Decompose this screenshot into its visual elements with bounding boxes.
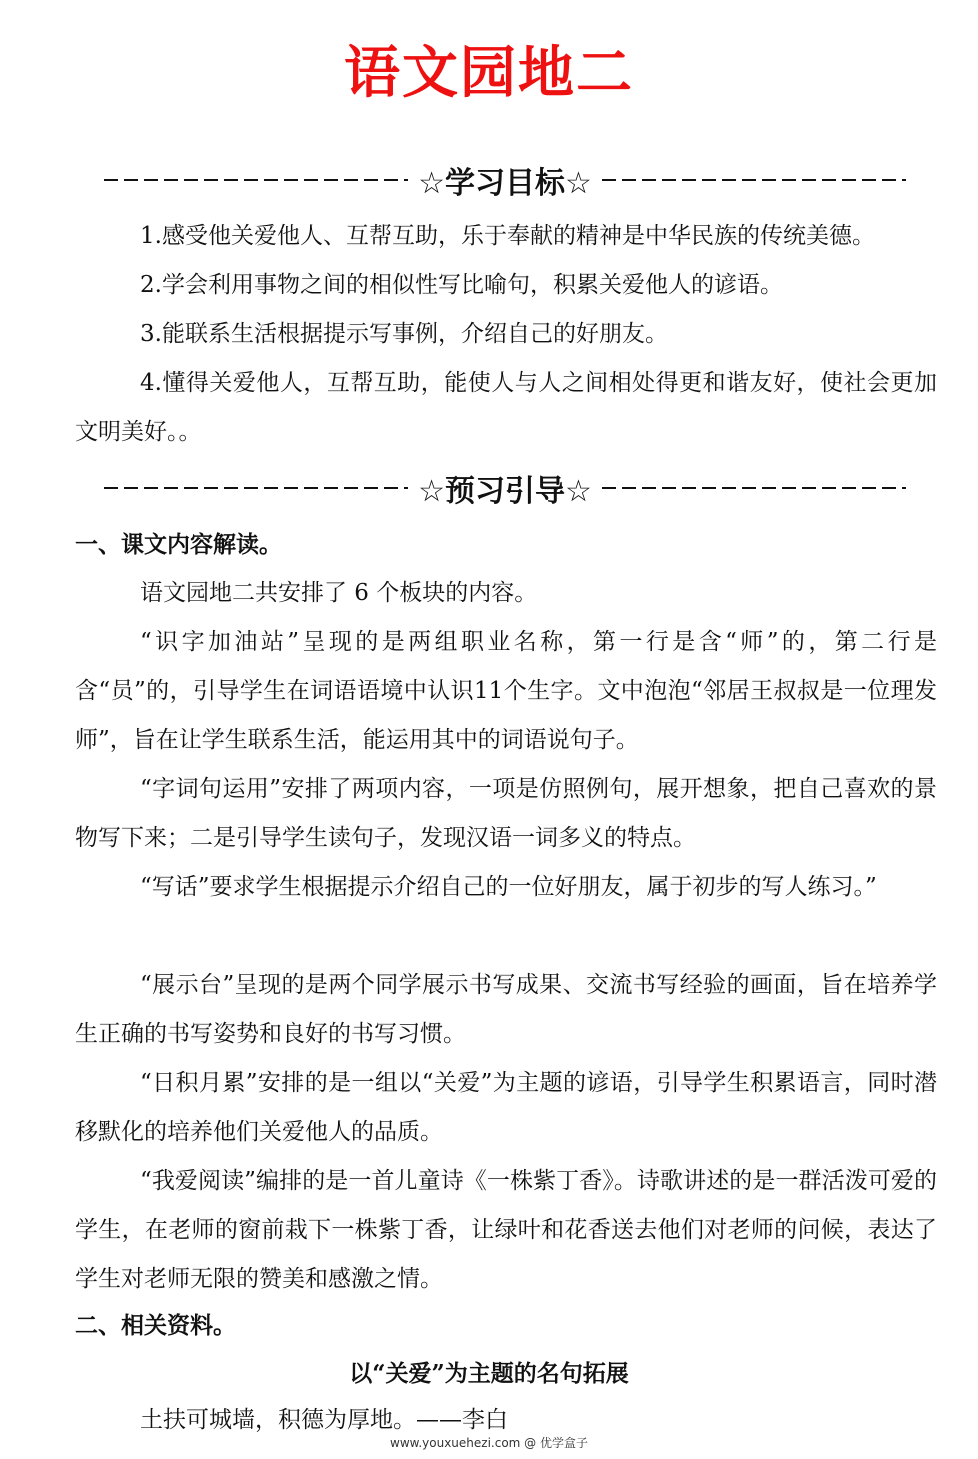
- paragraph: “识字加油站”呈现的是两组职业名称，第一行是含“师”的，第二行是含“员”的，引导学生在词语语境中认识11个生字。文中泡泡“邻居王叔叔是一位理发师”，旨在让学生联系生活，能运用其中的词语说句子。: [75, 629, 937, 753]
- dashed-rule-right: [602, 179, 906, 181]
- section-heading-text: ☆学习目标☆: [418, 166, 592, 201]
- goal-item: 4.懂得关爱他人，互帮互助，能使人与人之间相处得更和谐友好，使社会更加文明美好。。: [75, 370, 937, 445]
- paragraph: “写话”要求学生根据提示介绍自己的一位好朋友，属于初步的写人练习。”: [140, 874, 877, 900]
- dashed-rule-left: [104, 179, 408, 181]
- paragraph: “日积月累”安排的是一组以“关爱”为主题的谚语，引导学生积累语言，同时潜移默化的培养他们关爱他人的品质。: [75, 1070, 937, 1145]
- section-heading-text: ☆预习引导☆: [418, 474, 592, 509]
- quote-line: 土扶可城墙，积德为厚地。——李白: [140, 1407, 508, 1433]
- subsection-title: 二、相关资料。: [75, 1313, 236, 1339]
- footer-watermark: www.youxuehezi.com @ 优学盒子: [390, 1436, 588, 1450]
- paragraph: 语文园地二共安排了 6 个板块的内容。: [140, 580, 538, 606]
- section-heading-preview: [100, 466, 910, 510]
- goal-item: 2.学会利用事物之间的相似性写比喻句，积累关爱他人的谚语。: [140, 272, 783, 298]
- goal-item: 1.感受他关爱他人、互帮互助，乐于奉献的精神是中华民族的传统美德。: [140, 223, 875, 249]
- dashed-rule-left: [104, 487, 408, 489]
- page-title: 语文园地二: [344, 40, 634, 106]
- paragraph: “我爱阅读”编排的是一首儿童诗《一株紫丁香》。诗歌讲述的是一群活泼可爱的学生，在老师的窗前栽下一株紫丁香，让绿叶和花香送去他们对老师的问候，表达了学生对老师无限的赞美和感激之情。: [75, 1168, 937, 1292]
- subsection-title: 一、课文内容解读。: [75, 532, 282, 558]
- goal-item: 3.能联系生活根据提示写事例，介绍自己的好朋友。: [140, 321, 668, 347]
- paragraph: “展示台”呈现的是两个同学展示书写成果、交流书写经验的画面，旨在培养学生正确的书写姿势和良好的书写习惯。: [75, 972, 937, 1047]
- quotes-heading: 以“关爱”为主题的名句拓展: [349, 1360, 629, 1387]
- section-heading-goals: [100, 158, 910, 202]
- paragraph: “字词句运用”安排了两项内容，一项是仿照例句，展开想象，把自己喜欢的景物写下来；二是引导学生读句子，发现汉语一词多义的特点。: [75, 776, 937, 851]
- dashed-rule-right: [602, 487, 906, 489]
